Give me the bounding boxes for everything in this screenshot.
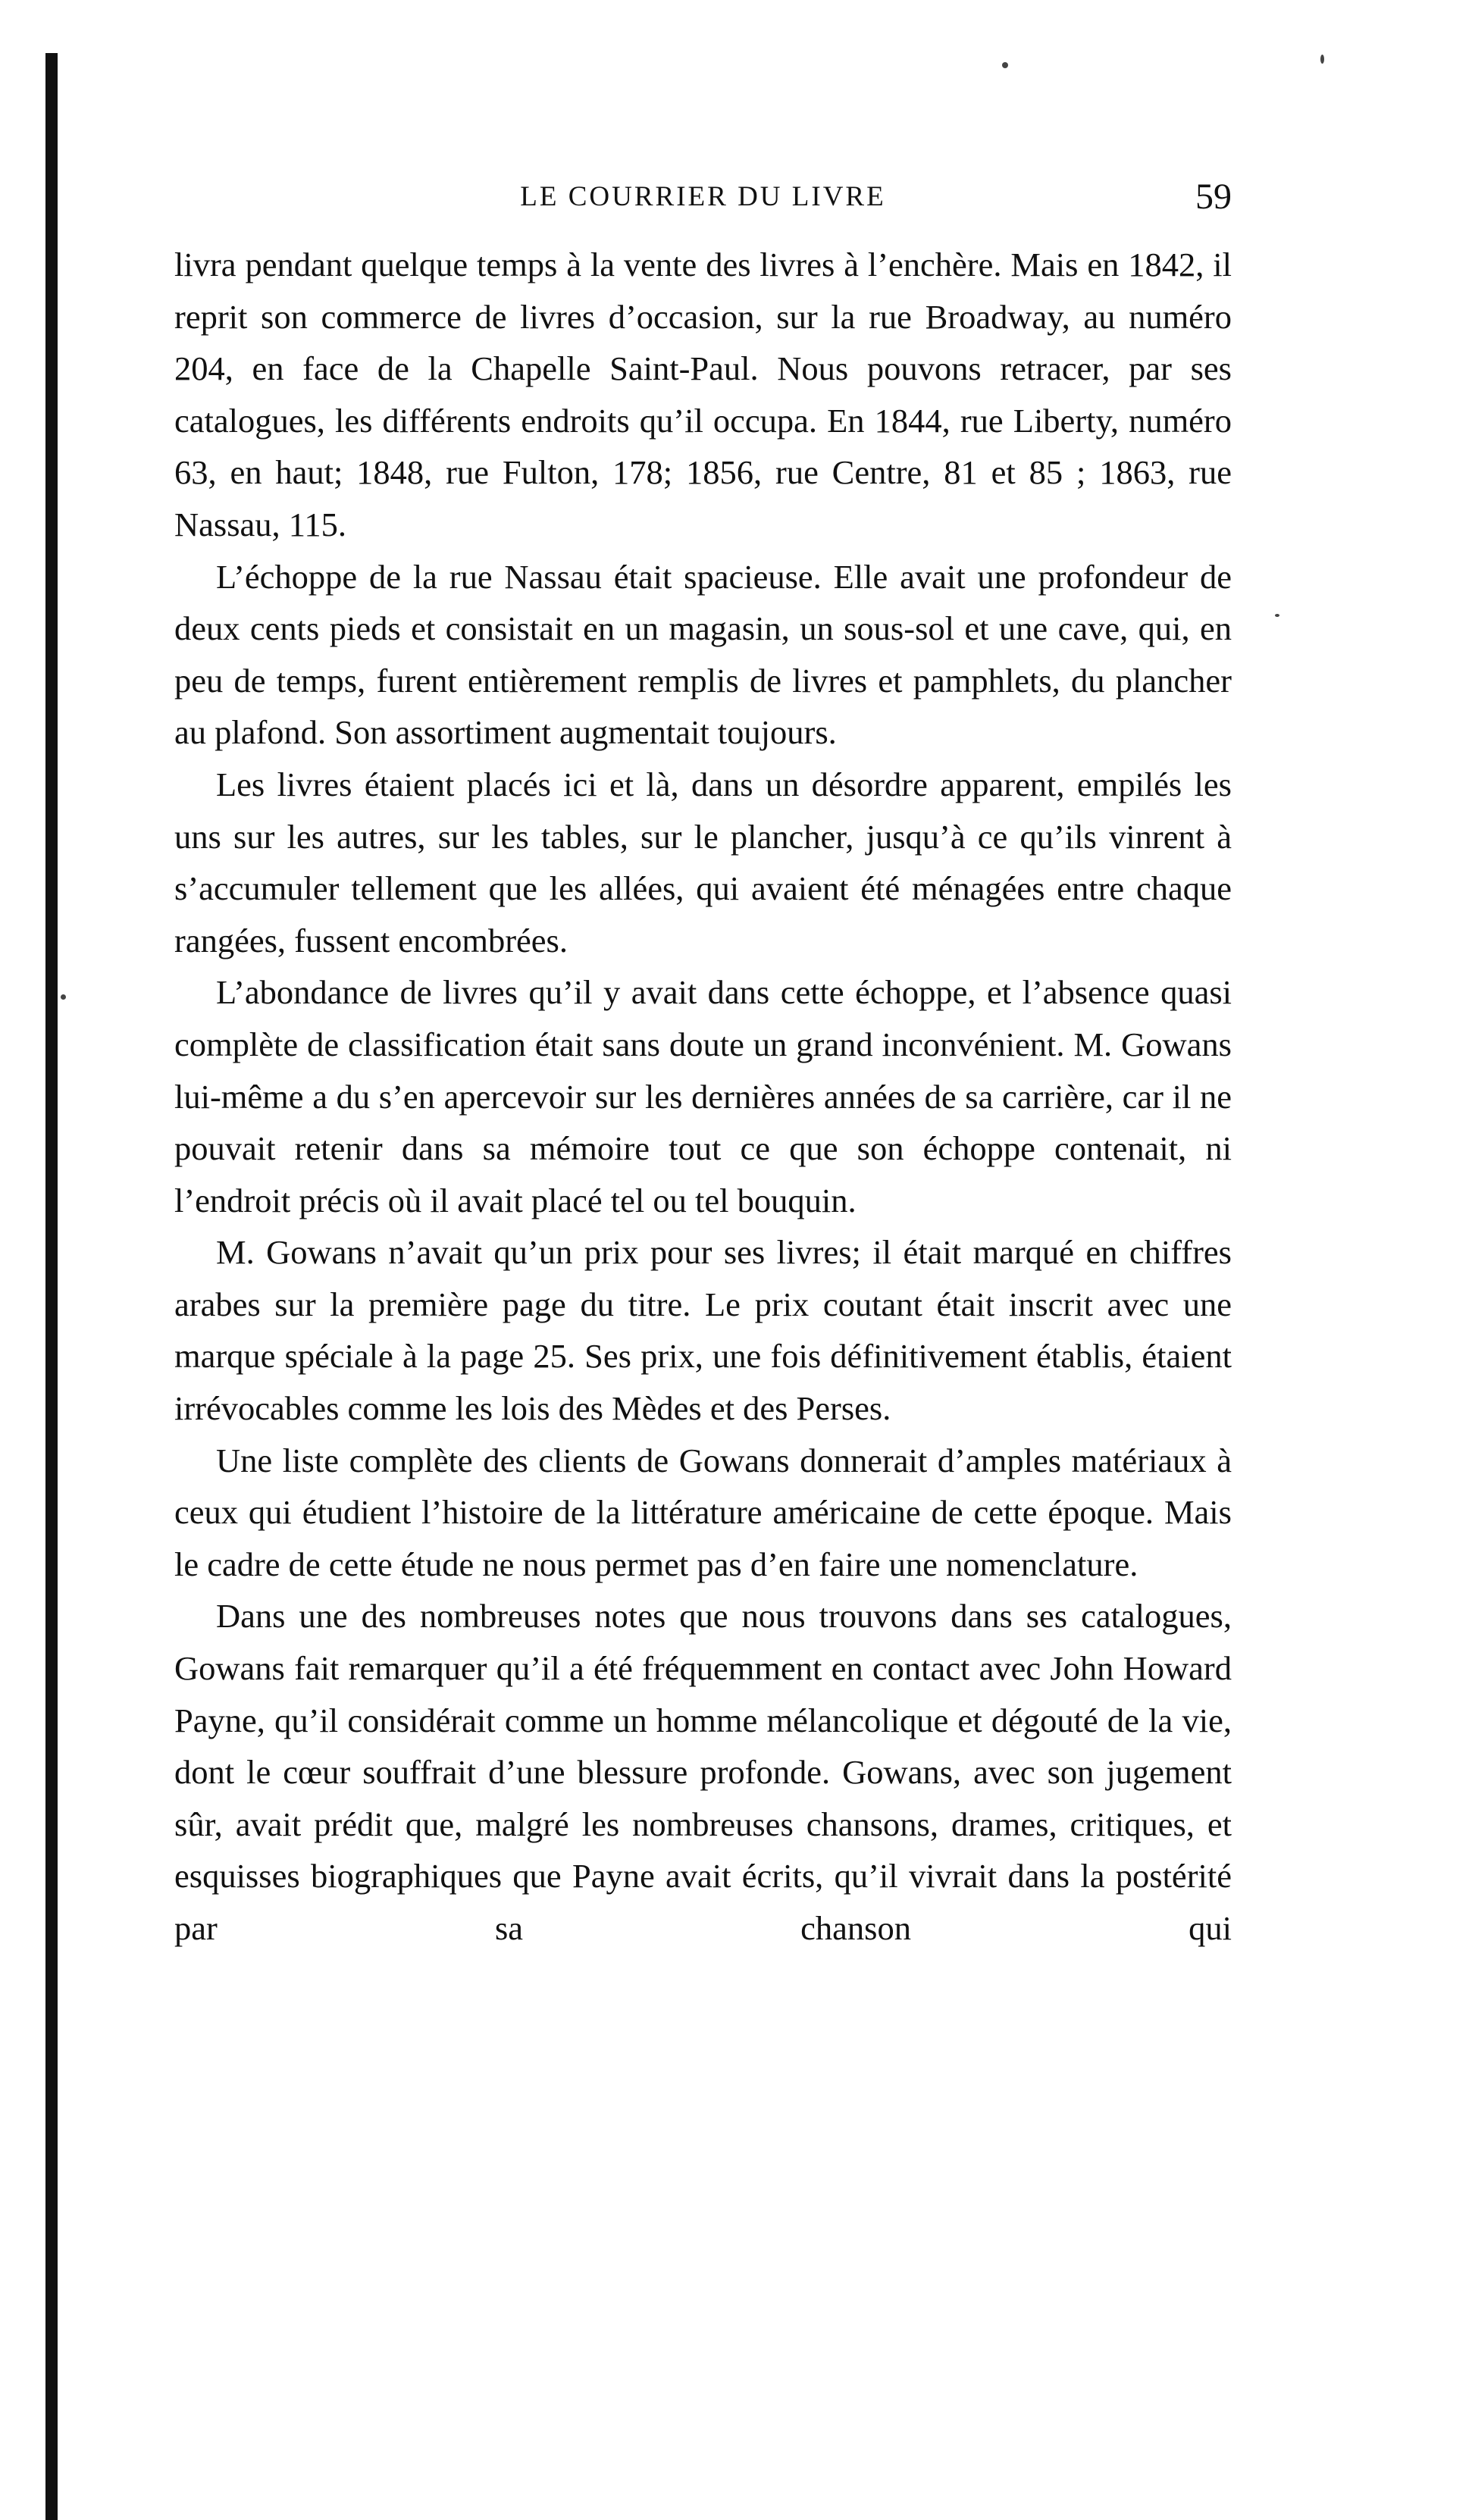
page-speck bbox=[1002, 62, 1008, 68]
paragraph: Dans une des nombreuses notes que nous trouvons dans ses catalogues, Gowans fait remarquer qu’il a été fréquemment en contact avec John Howard Payne, qu’il considérait comme un homme mélancolique et dégouté de la vie, dont le cœur souffrait d’une blessure profonde. Gowans, avec son jugement sûr, avait prédit que, malgré les nombreuses chansons, drames, critiques, et esquisses biographiques que Payne avait écrits, qu’il vivrait dans la postérité par sa chanson qui bbox=[174, 1597, 1232, 1947]
page-speck bbox=[61, 994, 66, 1000]
page-header bbox=[174, 171, 1232, 224]
paragraph: M. Gowans n’avait qu’un prix pour ses livres; il était marqué en chiffres arabes sur la première page du titre. Le prix coutant était inscrit avec une marque spéciale à la page 25. Ses prix, une fois définitivement établis, étaient irrévocables comme les lois des Mèdes et des Perses. bbox=[174, 1233, 1232, 1428]
paragraph: livra pendant quelque temps à la vente des livres à l’enchère. Mais en 1842, il reprit son commerce de livres d’occasion, sur la rue Broadway, au numéro 204, en face de la Chapelle Saint-Paul. Nous pouvons retracer, par ses catalogues, les différents endroits qu’il occupa. En 1844, rue Liberty, numéro 63, en haut; 1848, rue Fulton, 178; 1856, rue Centre, 81 et 85 ; 1863, rue Nassau, 115. bbox=[174, 246, 1232, 543]
page-binding-edge bbox=[45, 53, 58, 2520]
page-speck bbox=[1320, 55, 1324, 64]
running-title: LE COURRIER DU LIVRE bbox=[520, 181, 886, 212]
paragraph: Une liste complète des clients de Gowans donnerait d’amples matériaux à ceux qui étudient l’histoire de la littérature américaine de cette époque. Mais le cadre de cette étude ne nous permet pas d’en faire une nomenclature. bbox=[174, 1441, 1232, 1583]
paragraph: L’abondance de livres qu’il y avait dans cette échoppe, et l’absence quasi complète de classification était sans doute un grand inconvénient. M. Gowans lui-même a du s’en apercevoir sur les dernières années de sa carrière, car il ne pouvait retenir dans sa mémoire tout ce que son échoppe contenait, ni l’endroit précis où il avait placé tel ou tel bouquin. bbox=[174, 973, 1232, 1219]
page-speck bbox=[1275, 614, 1279, 617]
body-text bbox=[174, 239, 1232, 1955]
paragraph: Les livres étaient placés ici et là, dans un désordre apparent, empilés les uns sur les autres, sur les tables, sur le plancher, jusqu’à ce qu’ils vinrent à s’accumuler tellement que les allées, qui avaient été ménagées entre chaque rangées, fussent encombrées. bbox=[174, 765, 1232, 959]
paragraph: L’échoppe de la rue Nassau était spacieuse. Elle avait une profondeur de deux cents pieds et consistait en un magasin, un sous-sol et une cave, qui, en peu de temps, furent entièrement remplis de livres et pamphlets, du plancher au plafond. Son assortiment augmentait toujours. bbox=[174, 557, 1232, 752]
page-number: 59 bbox=[1195, 177, 1232, 217]
